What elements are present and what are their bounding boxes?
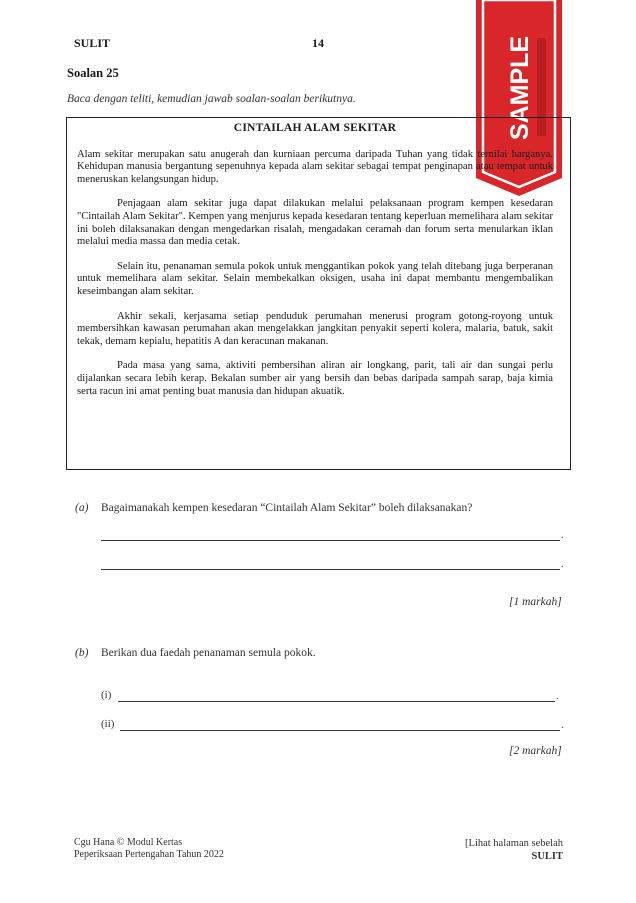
- marks-b: [2 markah]: [509, 745, 562, 757]
- passage-paragraph-3: Selain itu, penanaman semula pokok untuk menggantikan pokok yang telah ditebang juga berperanan untuk memelihara alam sekitar. Selain membekalkan oksigen, usaha ini dapat membantu mengembalikan keseimbangan alam sekitar.: [77, 260, 553, 297]
- line-end-dot: .: [561, 530, 564, 541]
- footer-left-line2: Peperiksaan Pertengahan Tahun 2022: [74, 849, 224, 860]
- instruction: Baca dengan teliti, kemudian jawab soalan-soalan berikutnya.: [67, 93, 356, 105]
- question-a-label: (a): [75, 502, 89, 514]
- answer-line-b-i[interactable]: [118, 701, 555, 702]
- passage-title: CINTAILAH ALAM SEKITAR: [233, 121, 397, 134]
- footer-left: [74, 837, 224, 861]
- line-end-dot: .: [556, 691, 559, 702]
- passage-box: [66, 117, 571, 470]
- line-end-dot: .: [561, 559, 564, 570]
- line-end-dot: .: [561, 720, 564, 731]
- question-b-sub-ii-label: (ii): [101, 718, 115, 730]
- passage-paragraph-2: Penjagaan alam sekitar juga dapat dilakukan melalui pelaksanaan program kempen kesedaran "Cintailah Alam Sekitar". Kempen yang menjurus kepada kesedaran tentang keperluan memelihara alam sekitar ini boleh dilaksanakan dengan mengedarkan risalah, mengadakan ceramah dan forum serta menularkan iklan melalui media massa dan media cetak.: [77, 198, 553, 248]
- page-number: 14: [312, 36, 324, 50]
- passage-paragraph-4: Akhir sekali, kerjasama setiap penduduk perumahan menerusi program gotong-royong untuk membersihkan kawasan perumahan akan mengelakkan jangkitan penyakit seperti kolera, malaria, batuk, sakit tekak, demam kepialu, hepatitis A dan keracunan makanan.: [77, 310, 553, 347]
- answer-line-b-ii[interactable]: [120, 730, 560, 731]
- answer-line-a2[interactable]: [101, 569, 560, 570]
- question-b-sub-i-label: (i): [101, 689, 112, 701]
- footer-left-line1: Cgu Hana © Modul Kertas: [74, 837, 183, 848]
- question-number: Soalan 25: [67, 66, 119, 80]
- question-b-label: (b): [75, 647, 89, 659]
- passage-paragraph-1: Alam sekitar merupakan satu anugerah dan kurniaan percuma daripada Tuhan yang tidak ternilai harganya. Kehidupan manusia bergantung sepenuhnya kepada alam sekitar sebagai tempat penginapan atau tempat untuk meneruskan kelangsungan hidup.: [77, 148, 553, 185]
- header-sulit: SULIT: [74, 36, 111, 50]
- question-b-text: Berikan dua faedah penanaman semula pokok.: [101, 647, 316, 659]
- question-a-text: Bagaimanakah kempen kesedaran “Cintailah Alam Sekitar” boleh dilaksanakan?: [101, 502, 473, 514]
- footer-right-sulit: SULIT: [531, 851, 563, 862]
- passage-paragraph-5: Pada masa yang sama, aktiviti pembersihan aliran air longkang, parit, tali air dan sungai perlu dijalankan secara lebih kerap. Bekalan sumber air yang bersih dan bebas daripada sampah sarap, baja kimia serta racun ini amat penting buat manusia dan hidupan akuatik.: [77, 360, 553, 397]
- stamp-text: SAMPLE: [506, 35, 534, 141]
- answer-line-a1[interactable]: [101, 540, 560, 541]
- footer-right: [465, 837, 563, 863]
- footer-right-line1: [Lihat halaman sebelah: [465, 838, 563, 849]
- marks-a: [1 markah]: [509, 596, 562, 608]
